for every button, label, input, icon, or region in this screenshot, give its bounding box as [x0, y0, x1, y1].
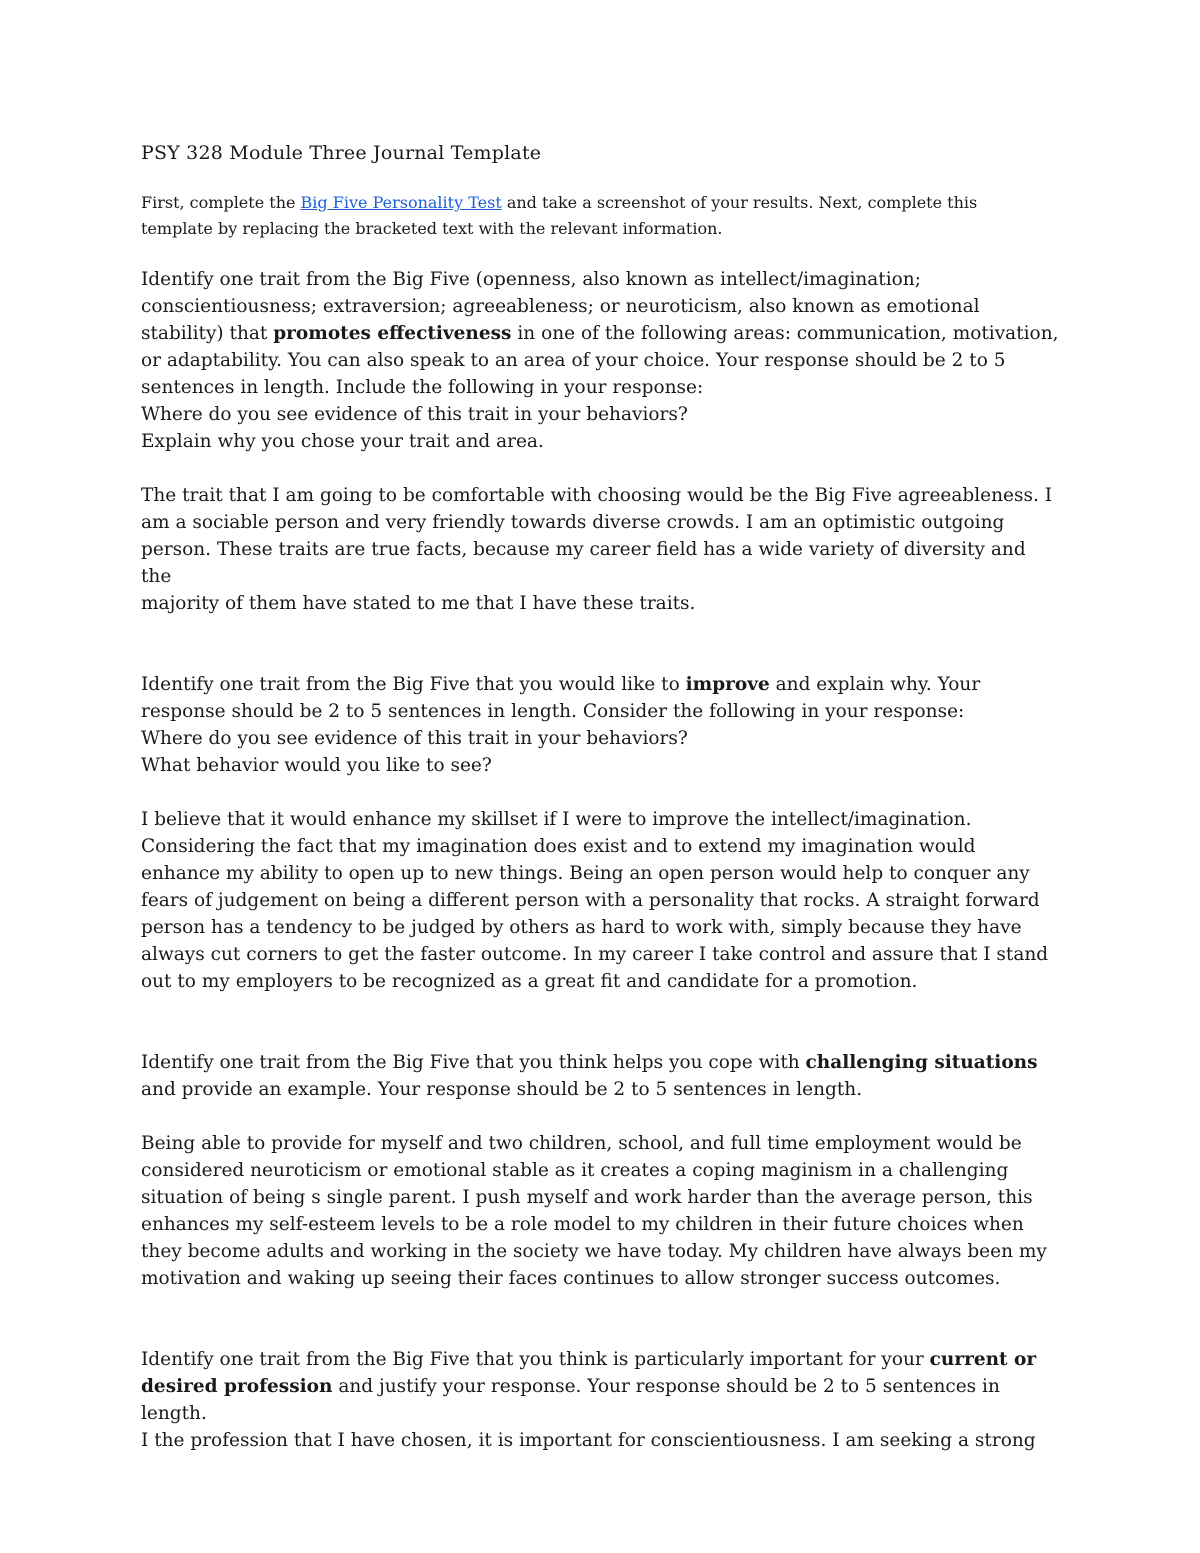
answer-line: person. These traits are true facts, because my career field has a wide variety of diversity and the [141, 539, 1026, 587]
answer-1 [141, 482, 1061, 617]
prompt-text: Identify one trait from the Big Five that you think helps you cope with [141, 1052, 806, 1073]
question-2 [141, 671, 1061, 779]
document-page [141, 140, 1061, 1454]
answer-line: fears of judgement on being a different person with a personality that rocks. A straight forward [141, 890, 1040, 911]
prompt-line: What behavior would you like to see? [141, 755, 492, 776]
document-title: PSY 328 Module Three Journal Template [141, 142, 542, 164]
answer-line: always cut corners to get the faster outcome. In my career I take control and assure that I stand [141, 944, 1049, 965]
prompt-line: conscientiousness; extraversion; agreeableness; or neuroticism, also known as emotional [141, 296, 980, 317]
prompt-text: in one of the following areas: communication, motivation, [511, 323, 1059, 344]
intro-paragraph [141, 190, 1061, 242]
spacer [141, 1319, 1061, 1346]
answer-line: out to my employers to be recognized as a great fit and candidate for a promotion. [141, 971, 918, 992]
prompt-line [141, 1346, 1061, 1373]
answer-line: I believe that it would enhance my skillset if I were to improve the intellect/imagination. [141, 809, 972, 830]
answer-line: The trait that I am going to be comfortable with choosing would be the Big Five agreeableness. I [141, 485, 1053, 506]
prompt-line: Identify one trait from the Big Five (openness, also known as intellect/imagination; [141, 269, 921, 290]
answer-line: enhances my self-esteem levels to be a role model to my children in their future choices when [141, 1214, 1024, 1235]
answer-line: Being able to provide for myself and two children, school, and full time employment would be [141, 1133, 1022, 1154]
answer-line: am a sociable person and very friendly towards diverse crowds. I am an optimistic outgoing [141, 512, 1005, 533]
intro-text: and take a screenshot of your results. Next, complete this [501, 193, 978, 212]
answer-line: situation of being s single parent. I push myself and work harder than the average person, this [141, 1187, 1033, 1208]
prompt-line [141, 320, 1061, 347]
prompt-line: sentences in length. Include the following in your response: [141, 377, 704, 398]
answer-2 [141, 806, 1061, 995]
spacer [141, 644, 1061, 671]
intro-text: template by replacing the bracketed text with the relevant information. [141, 219, 723, 238]
question-1 [141, 266, 1061, 455]
prompt-bold-text: challenging situations [805, 1052, 1038, 1073]
prompt-bold-text: improve [685, 674, 770, 695]
prompt-bold-text: desired profession [141, 1376, 333, 1397]
answer-line: they become adults and working in the society we have today. My children have always been my [141, 1241, 1047, 1262]
prompt-text: Identify one trait from the Big Five that you think is particularly important for your [141, 1349, 930, 1370]
prompt-text: stability) that [141, 323, 274, 344]
prompt-bold-text: current or [929, 1349, 1037, 1370]
intro-text: First, complete the [141, 193, 301, 212]
answer-line: motivation and waking up seeing their faces continues to allow stronger success outcomes. [141, 1268, 1001, 1289]
answer-line: enhance my ability to open up to new things. Being an open person would help to conquer any [141, 863, 1030, 884]
prompt-line [141, 1373, 1061, 1427]
prompt-text: and justify your response. Your response should be 2 to 5 sentences in length. [141, 1376, 1000, 1424]
spacer [141, 1022, 1061, 1049]
prompt-bold-text: promotes effectiveness [273, 323, 512, 344]
prompt-line: Explain why you chose your trait and area. [141, 431, 544, 452]
question-3 [141, 1049, 1061, 1103]
prompt-line [141, 671, 1061, 698]
question-4 [141, 1346, 1061, 1454]
prompt-text: and explain why. Your [769, 674, 981, 695]
prompt-line: response should be 2 to 5 sentences in length. Consider the following in your response: [141, 701, 965, 722]
prompt-text: Identify one trait from the Big Five that you would like to [141, 674, 686, 695]
prompt-line: Where do you see evidence of this trait in your behaviors? [141, 404, 688, 425]
prompt-line: or adaptability. You can also speak to an area of your choice. Your response should be 2 to 5 [141, 350, 1006, 371]
prompt-line [141, 1049, 1061, 1076]
answer-line: I the profession that I have chosen, it is important for conscientiousness. I am seeking a strong [141, 1430, 1036, 1451]
answer-3 [141, 1130, 1061, 1292]
answer-line: Considering the fact that my imagination does exist and to extend my imagination would [141, 836, 976, 857]
prompt-line: and provide an example. Your response should be 2 to 5 sentences in length. [141, 1079, 863, 1100]
prompt-line: Where do you see evidence of this trait in your behaviors? [141, 728, 688, 749]
big-five-test-link[interactable]: Big Five Personality Test [300, 193, 502, 212]
answer-line: person has a tendency to be judged by others as hard to work with, simply because they have [141, 917, 1022, 938]
answer-line: majority of them have stated to me that I have these traits. [141, 593, 696, 614]
answer-line: considered neuroticism or emotional stable as it creates a coping maginism in a challenging [141, 1160, 1009, 1181]
